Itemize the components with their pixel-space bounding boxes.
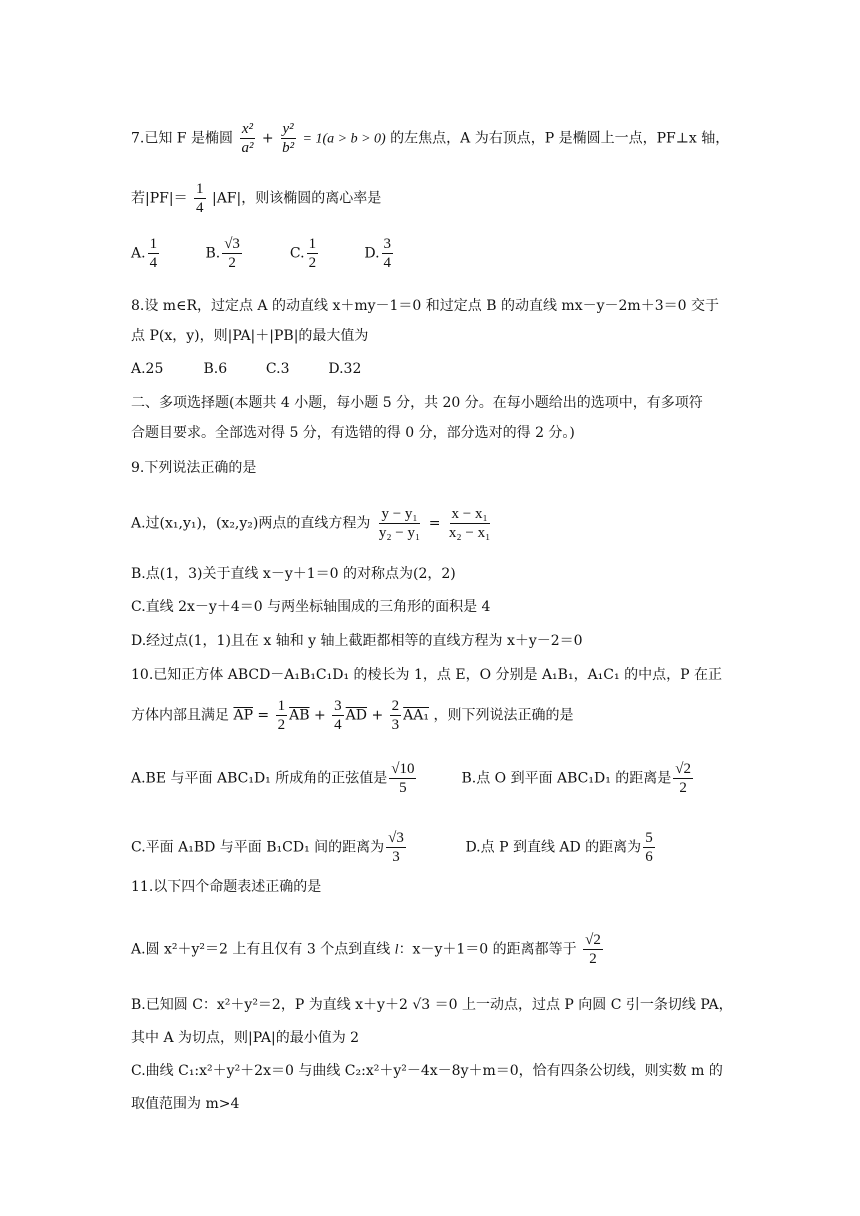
q7-option-a: A. $\frac{1}{4}$ bbox=[131, 236, 158, 271]
q11-option-b-line2: 其中 A 为切点，则|PA|的最小值为 2 bbox=[131, 1030, 360, 1046]
q10-line1: 10.已知正方体 ABCD－A₁B₁C₁D₁ 的棱长为 1，点 E，O 分别是 A₁B₁，A₁C₁ 的中点，P 在正 bbox=[131, 667, 722, 683]
vector-ap: $\overline{AP}$ bbox=[233, 707, 253, 724]
vector-ab: $\overline{AB}$ bbox=[289, 707, 310, 724]
q8-option-c: C.3 bbox=[265, 361, 290, 377]
q8-line1: 8.设 m∈R，过定点 A 的动直线 x＋my－1＝0 和过定点 B 的动直线 mx－y－2m＋3＝0 交于 bbox=[131, 298, 719, 314]
q11-option-b-line1: B.已知圆 C：x²＋y²＝2，P 为直线 x＋y＋2 √3 ＝0 上一动点，过点 P 向圆 C 引一条切线 PA， bbox=[131, 997, 733, 1013]
q9-frac-x: $\frac{\text{x − x₁}}{\text{x₂ − x₁}}$ bbox=[448, 506, 491, 541]
q8-option-d: D.32 bbox=[328, 361, 362, 377]
q9-option-d: D.经过点(1，1)且在 x 轴和 y 轴上截距都相等的直线方程为 x＋y－2＝0 bbox=[131, 633, 583, 649]
q7-ellipse-y-term: $\frac{\text{y²}}{\text{b²}}$ bbox=[282, 121, 295, 156]
q9-option-c: C.直线 2x－y＋4＝0 与两坐标轴围成的三角形的面积是 4 bbox=[131, 599, 491, 615]
q7-line1: 7.已知 F 是椭圆 $\frac{\text{x²}}{\text{a²}}$ + $\frac{\text{y²}}{\text{b²}}$ = 1(a > b > 0) 的左焦点，A 为右顶点，P 是椭圆上一点，PF⊥x 轴， bbox=[131, 121, 730, 156]
q10-option-c: C.平面 A₁BD 与平面 B₁CD₁ 间的距离为 $\frac{√3}{3}$ bbox=[131, 830, 404, 865]
section2-header-line2: 合题目要求。全部选对得 5 分，有选错的得 0 分，部分选对的得 2 分。) bbox=[131, 425, 575, 441]
q7-ellipse-condition: = 1(a > b > 0) bbox=[302, 131, 386, 147]
q11-option-c-line2: 取值范围为 m>4 bbox=[131, 1096, 240, 1112]
q11-option-c-line1: C.曲线 C₁:x²＋y²＋2x＝0 与曲线 C₂:x²＋y²－4x－8y＋m＝0，恰有四条公切线，则实数 m 的 bbox=[131, 1063, 723, 1079]
vector-ad: $\overline{AD}$ bbox=[345, 707, 368, 724]
q10-line2: 方体内部且满足 $\overline{AP}$ = $\frac{1}{2}$ $\overline{AB}$ + $\frac{3}{4}$ $\overline{AD}$ + $\frac{2}{3}$ AA₁ ，则下列说法正确的是 bbox=[131, 698, 574, 733]
q9-option-b: B.点(1，3)关于直线 x－y＋1＝0 的对称点为(2，2) bbox=[131, 566, 456, 582]
q9-stem: 9.下列说法正确的是 bbox=[131, 460, 257, 476]
q7-option-d: D. $\frac{3}{4}$ bbox=[364, 236, 392, 271]
q7-prefix: 7.已知 F 是椭圆 bbox=[131, 130, 233, 147]
q9-frac-y: $\frac{\text{y − y₁}}{\text{y₂ − y₁}}$ bbox=[378, 506, 421, 541]
q8-option-a: A.25 bbox=[131, 361, 164, 377]
vector-aa1: AA₁ bbox=[403, 707, 429, 724]
q7-option-b: B. $\frac{√3}{2}$ bbox=[205, 236, 240, 271]
q10-option-b: B.点 O 到平面 ABC₁D₁ 的距离是 $\frac{√2}{2}$ bbox=[461, 761, 692, 796]
q11-option-a: A.圆 x²＋y²＝2 上有且仅有 3 个点到直线 l：x－y＋1＝0 的距离都等于 $\frac{√2}{2}$ bbox=[131, 932, 601, 967]
q7-option-c: C. $\frac{1}{2}$ bbox=[289, 236, 317, 271]
q8-options bbox=[131, 359, 361, 379]
q8-option-b: B.6 bbox=[203, 361, 228, 377]
q9-option-a: A.过(x₁,y₁)，(x₂,y₂)两点的直线方程为 $\frac{\text{y − y₁}}{\text{y₂ − y₁}}$ = $\frac{\text{x − x₁}}{\text{x₂ − x₁}}$ bbox=[131, 506, 491, 541]
section2-header-line1: 二、多项选择题(本题共 4 小题，每小题 5 分，共 20 分。在每小题给出的选项中，有多项符 bbox=[131, 395, 703, 411]
q7-quarter-frac: $\frac{1}{4}$ bbox=[196, 181, 204, 216]
q8-line2: 点 P(x，y)，则|PA|＋|PB|的最大值为 bbox=[131, 328, 369, 344]
q10-options-cd bbox=[131, 829, 657, 866]
q10-options-ab bbox=[131, 760, 695, 797]
q7-line2: 若|PF|＝ $\frac{1}{4}$ |AF|，则该椭圆的离心率是 bbox=[131, 181, 382, 216]
q11-stem: 11.以下四个命题表述正确的是 bbox=[131, 879, 322, 895]
q10-option-d: D.点 P 到直线 AD 的距离为 $\frac{5}{6}$ bbox=[465, 830, 653, 865]
q7-suffix: 的左焦点，A 为右顶点，P 是椭圆上一点，PF⊥x 轴， bbox=[390, 130, 730, 147]
q7-ellipse-x-term: $\frac{\text{x²}}{\text{a²}}$ bbox=[241, 121, 254, 156]
q7-options bbox=[131, 235, 395, 272]
q10-option-a: A.BE 与平面 ABC₁D₁ 所成角的正弦值是 $\frac{√10}{5}$ bbox=[131, 761, 415, 796]
